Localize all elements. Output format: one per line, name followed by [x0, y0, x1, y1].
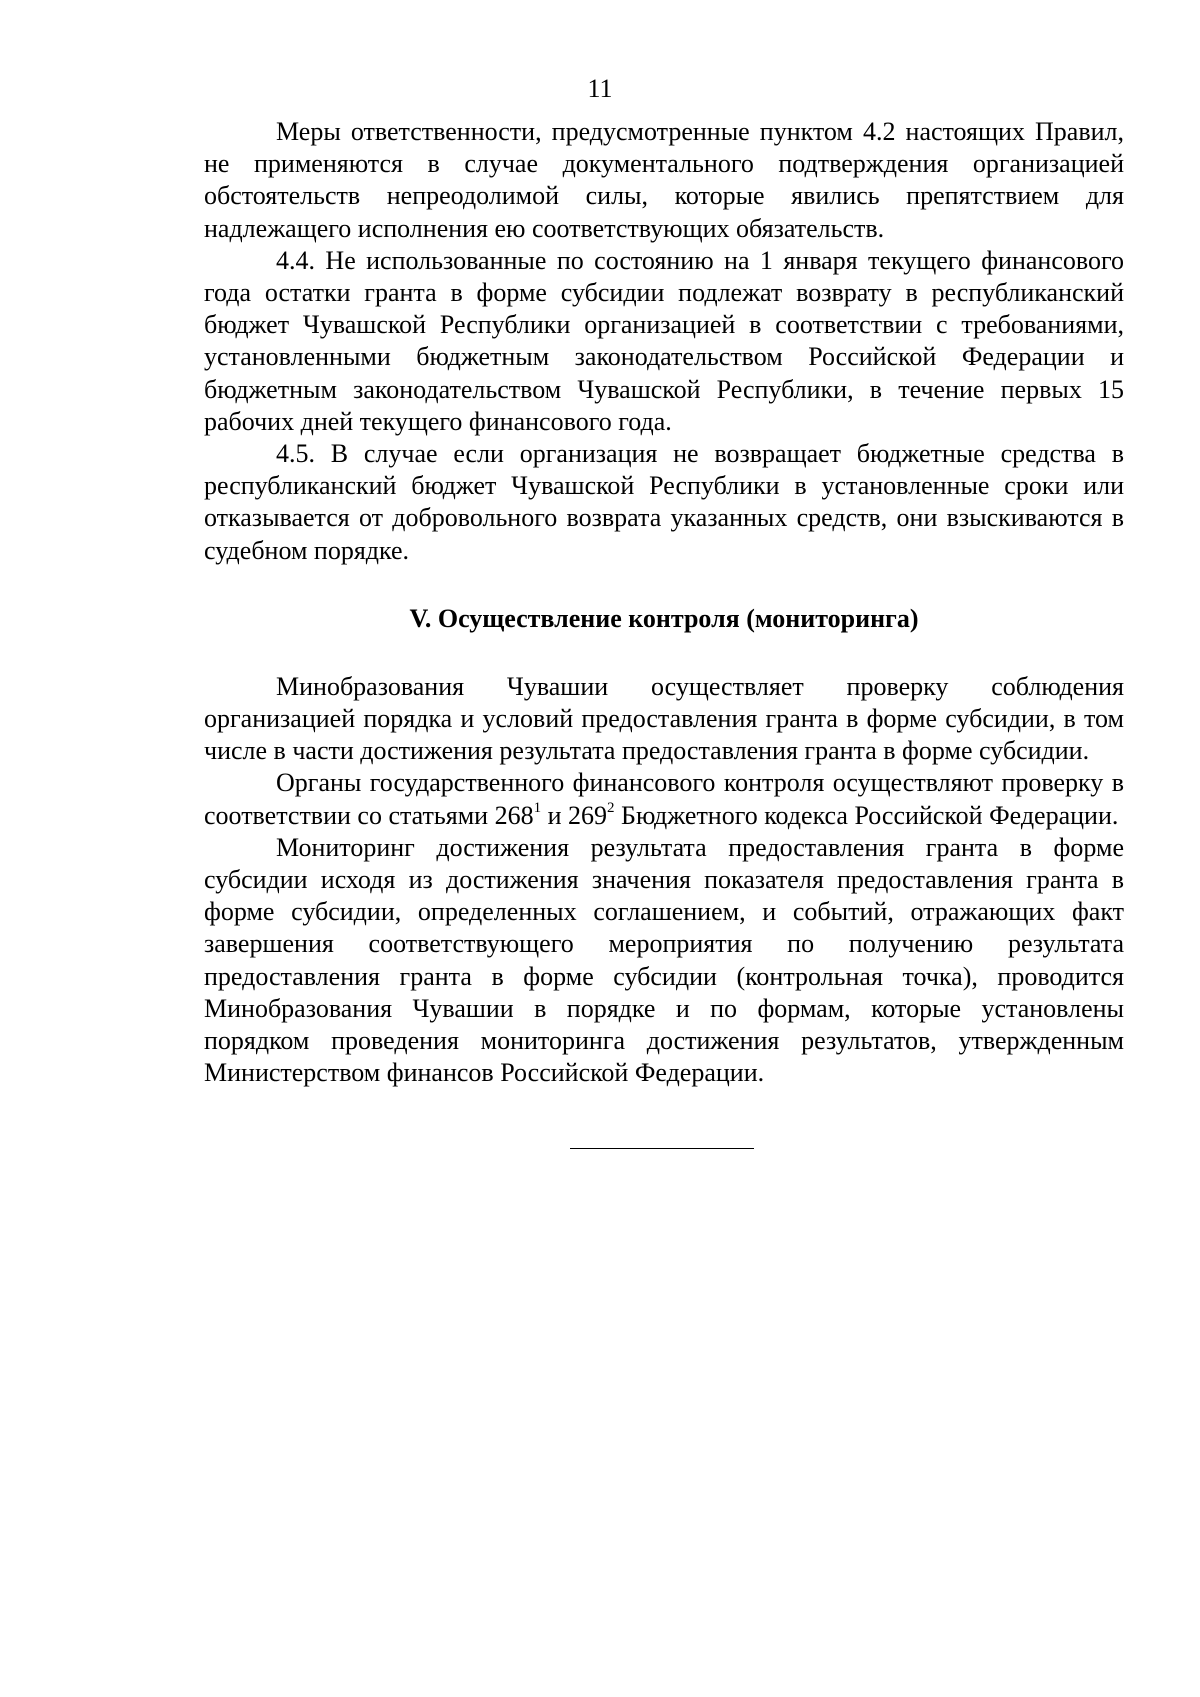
paragraph-monitoring: Мониторинг достижения результата предоставления гранта в форме субсидии исходя из достижения значения показателя предоставления гранта в форме субсидии, определенных соглашением, и событий, отражающих факт завершения соответствующего мероприятия по получению результата предоставления гранта в форме субсидии (контрольная точка), проводится Минобразования Чувашии в порядке и по формам, которые установлены порядком проведения мониторинга достижения результатов, утвержденным Министерством финансов Российской Федерации.	[204, 832, 1124, 1088]
section-heading: V. Осуществление контроля (мониторинга)	[409, 603, 919, 633]
paragraph-financial-audit	[204, 767, 1124, 831]
page-number: 11	[587, 74, 613, 103]
footnote-superscript-1: 1	[533, 800, 542, 816]
end-of-document-rule	[570, 1148, 754, 1149]
document-body	[204, 116, 1124, 1089]
audit-text-part-2: и 269	[541, 800, 608, 830]
audit-text-part-3: Бюджетного кодекса Российской Федерации.	[614, 800, 1119, 830]
paragraph-4-4-return-of-remainders: 4.4. Не использованные по состоянию на 1 января текущего финансового года остатки гранта в форме субсидии подлежат возврату в республиканский бюджет Чувашской Республики организацией в соответствии с требованиями, установленными бюджетным законодательством Российской Федерации и бюджетным законодательством Чувашской Республики, в течение первых 15 рабочих дней текущего финансового года.	[204, 245, 1124, 436]
footnote-superscript-2: 2	[607, 800, 615, 816]
audit-text-part-1: Органы государственного финансового контроля осуществляют проверку в соответствии со статьями 268	[204, 768, 1124, 830]
paragraph-4-5-judicial-recovery: 4.5. В случае если организация не возвращает бюджетные средства в республиканский бюджет Чувашской Республики в установленные сроки или отказывается от добровольного возврата указанных средств, они взыскиваются в судебном порядке.	[204, 439, 1124, 565]
paragraph-ministry-control: Минобразования Чувашии осуществляет проверку соблюдения организацией порядка и условий предоставления гранта в форме субсидии, в том числе в части достижения результата предоставления гранта в форме субсидии.	[204, 671, 1124, 766]
paragraph-liability-exemption: Меры ответственности, предусмотренные пунктом 4.2 настоящих Правил, не применяются в случае документального подтверждения организацией обстоятельств непреодолимой силы, которые явились препятствием для надлежащего исполнения ею соответствующих обязательств.	[204, 117, 1124, 243]
